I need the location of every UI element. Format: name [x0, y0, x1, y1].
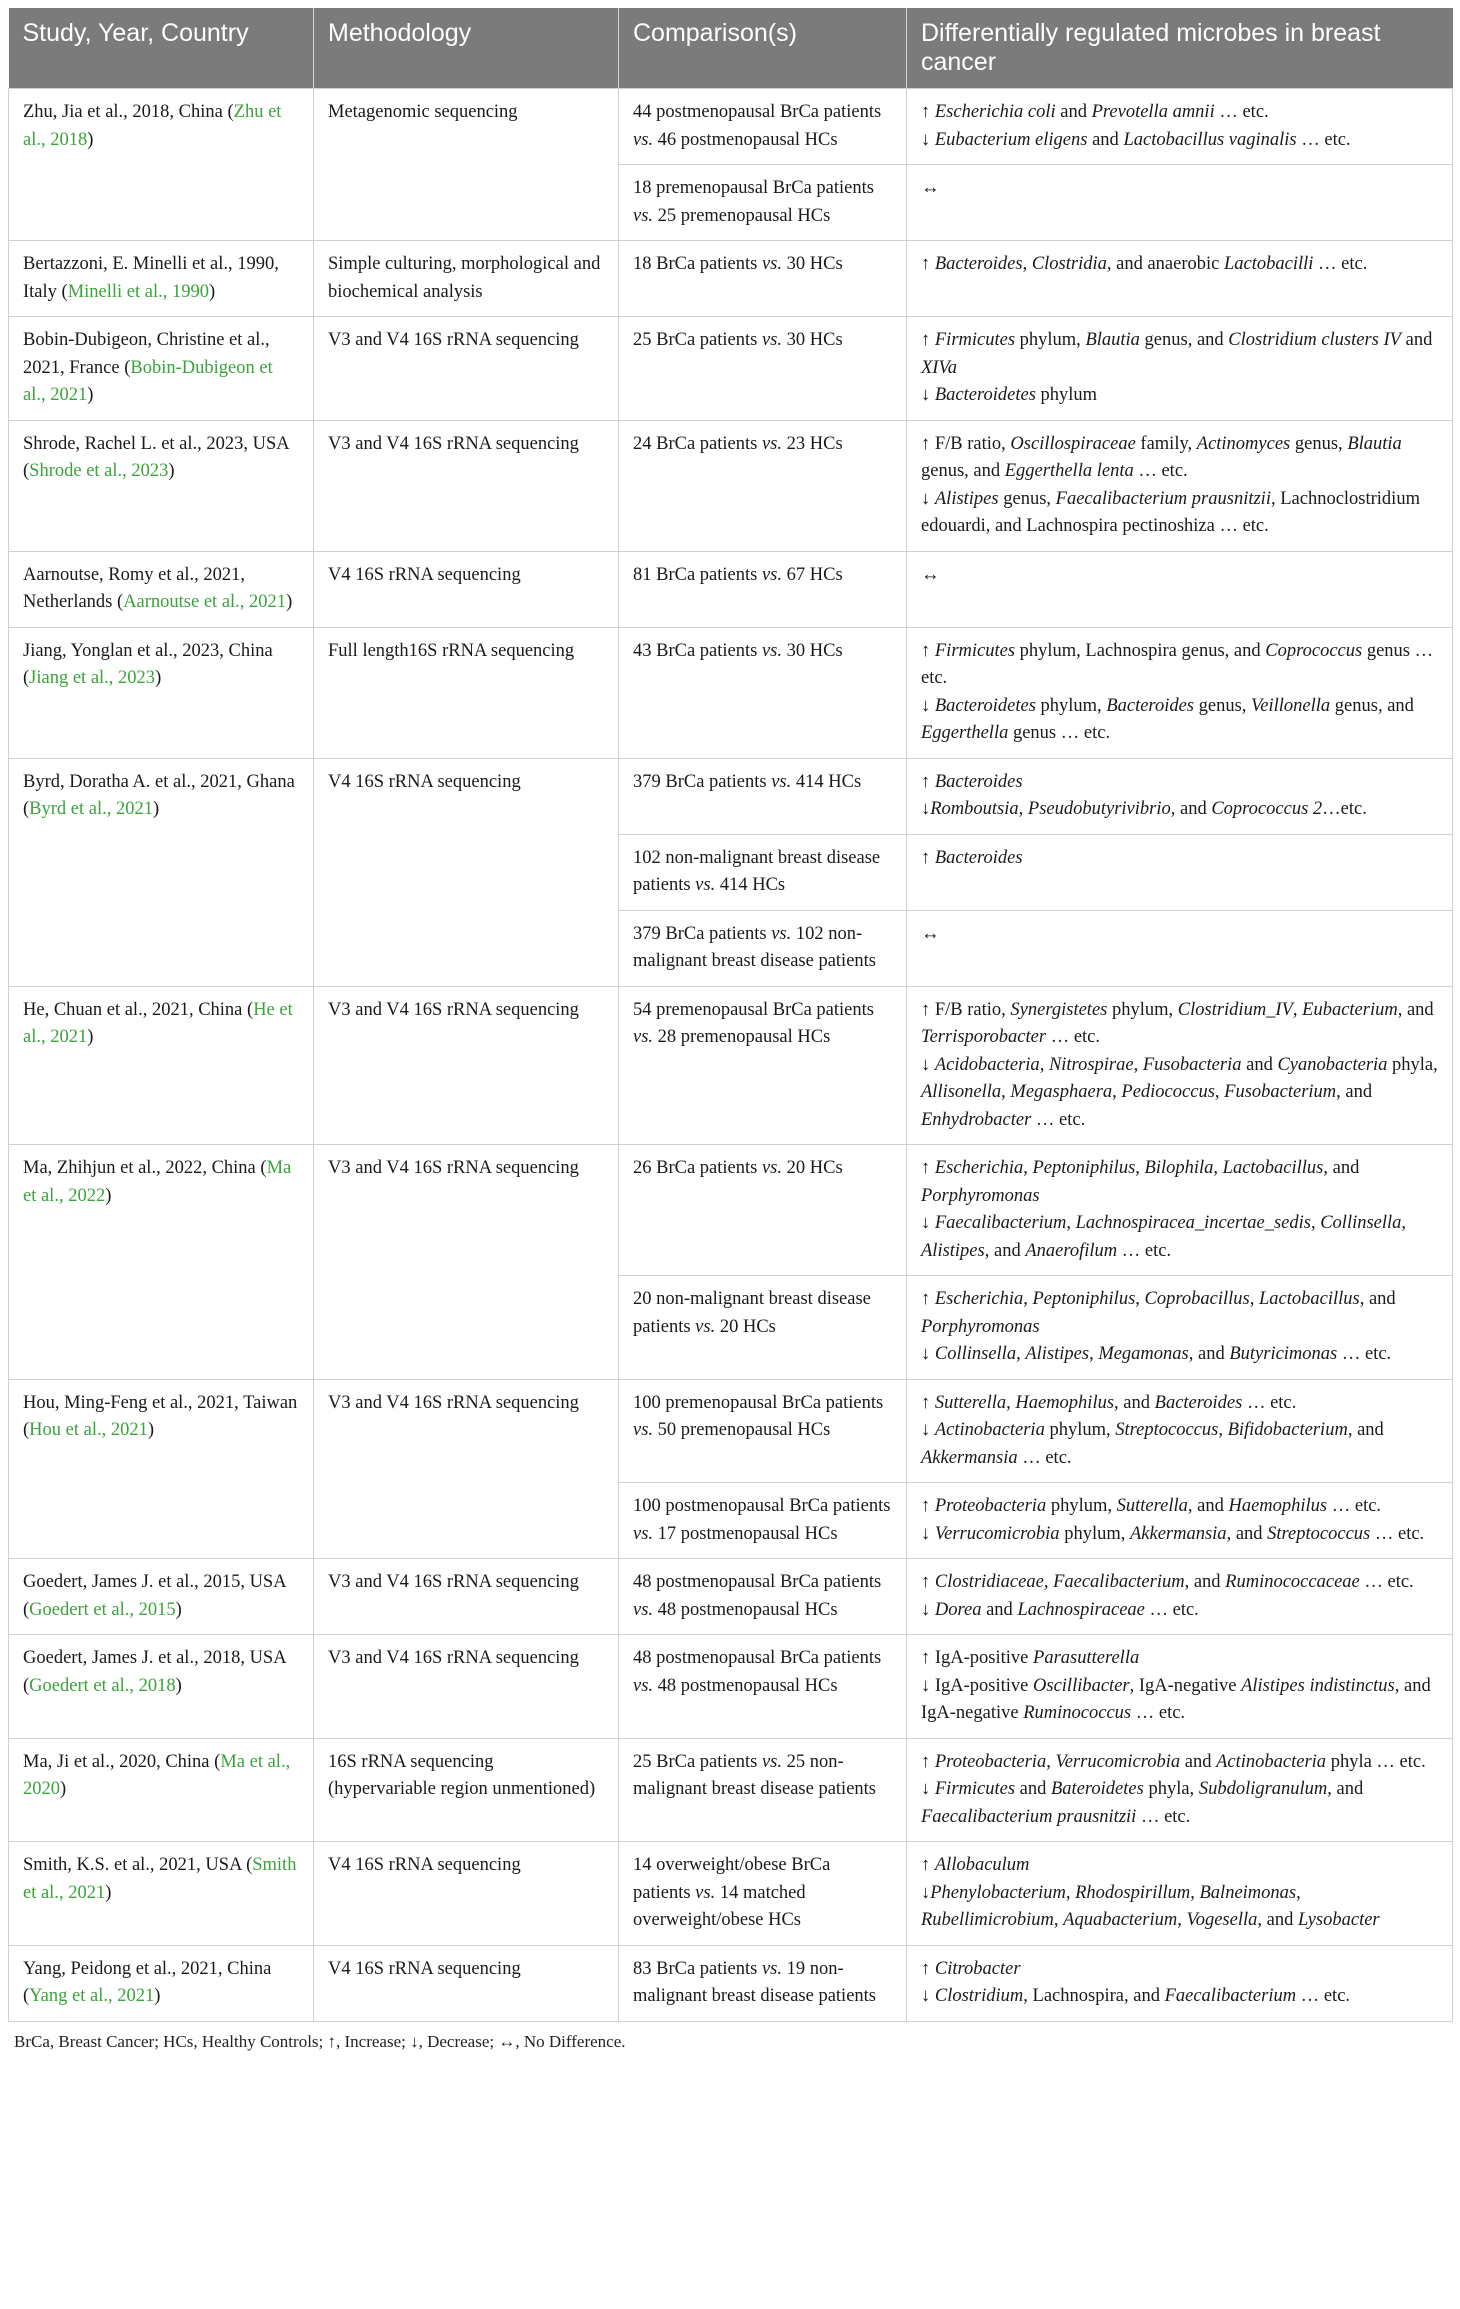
table-body	[9, 89, 1453, 2022]
comparison-cell: 20 non-malignant breast disease patients vs. 20 HCs	[619, 1276, 907, 1380]
study-cell: He, Chuan et al., 2021, China (He et al., 2021)	[9, 986, 314, 1145]
study-cell: Bertazzoni, E. Minelli et al., 1990, Italy (Minelli et al., 1990)	[9, 241, 314, 317]
reference-link[interactable]: Aarnoutse et al., 2021	[123, 592, 287, 612]
study-cell: Goedert, James J. et al., 2015, USA (Goedert et al., 2015)	[9, 1559, 314, 1635]
table-row	[9, 317, 1453, 421]
study-citation: He, Chuan et al., 2021, China	[23, 999, 243, 1020]
study-cell: Goedert, James J. et al., 2018, USA (Goedert et al., 2018)	[9, 1635, 314, 1739]
decreased-microbes: ↓ Faecalibacterium, Lachnospiracea_incertae_sedis, Collinsella, Alistipes, and Anaerofilum … etc.	[921, 1213, 1407, 1261]
methodology-cell: V3 and V4 16S rRNA sequencing	[314, 1379, 619, 1559]
study-cell: Ma, Zhihjun et al., 2022, China (Ma et al., 2022)	[9, 1145, 314, 1380]
increased-microbes: ↑ Escherichia, Peptoniphilus, Coprobacillus, Lactobacillus, and Porphyromonas	[921, 1289, 1396, 1337]
increased-microbes: ↑ Escherichia, Peptoniphilus, Bilophila, Lactobacillus, and Porphyromonas	[921, 1158, 1360, 1206]
table-row	[9, 551, 1453, 627]
methodology-cell: V4 16S rRNA sequencing	[314, 1945, 619, 2021]
methodology-cell: V3 and V4 16S rRNA sequencing	[314, 420, 619, 551]
comparison-cell: 18 BrCa patients vs. 30 HCs	[619, 241, 907, 317]
methodology-cell: Simple culturing, morphological and biochemical analysis	[314, 241, 619, 317]
increased-microbes: ↑ Escherichia coli and Prevotella amnii … etc.	[921, 102, 1269, 122]
microbes-cell	[907, 758, 1453, 834]
comparison-cell: 24 BrCa patients vs. 23 HCs	[619, 420, 907, 551]
methodology-cell: V4 16S rRNA sequencing	[314, 758, 619, 986]
study-citation: Aarnoutse, Romy et al., 2021, Netherlands	[23, 564, 245, 612]
comparison-cell: 43 BrCa patients vs. 30 HCs	[619, 627, 907, 758]
comparison-cell: 100 premenopausal BrCa patients vs. 50 premenopausal HCs	[619, 1379, 907, 1483]
decreased-microbes: ↓Romboutsia, Pseudobutyrivibrio, and Coprococcus 2…etc.	[921, 799, 1367, 819]
header-methodology: Methodology	[314, 8, 619, 89]
reference-link[interactable]: Byrd et al., 2021	[29, 799, 153, 819]
study-cell: Aarnoutse, Romy et al., 2021, Netherlands (Aarnoutse et al., 2021)	[9, 551, 314, 627]
comparison-cell: 54 premenopausal BrCa patients vs. 28 premenopausal HCs	[619, 986, 907, 1145]
table-row	[9, 420, 1453, 551]
microbes-cell	[907, 241, 1453, 317]
study-cell: Ma, Ji et al., 2020, China (Ma et al., 2020)	[9, 1738, 314, 1842]
study-citation: Ma, Zhihjun et al., 2022, China	[23, 1158, 256, 1178]
decreased-microbes: ↓ Bacteroidetes phylum, Bacteroides genus, Veillonella genus, and Eggerthella genus … etc.	[921, 695, 1414, 743]
microbes-cell	[907, 986, 1453, 1145]
table-footnote: BrCa, Breast Cancer; HCs, Healthy Controls; ↑, Increase; ↓, Decrease; ↔, No Difference.	[14, 2031, 626, 2051]
reference-link[interactable]: Zhu et al., 2018	[23, 102, 282, 150]
increased-microbes: ↑ IgA-positive Parasutterella	[921, 1648, 1140, 1668]
increased-microbes: ↑ Allobaculum	[921, 1855, 1030, 1875]
table-row	[9, 1738, 1453, 1842]
increased-microbes: ↑ Firmicutes phylum, Blautia genus, and Clostridium clusters IV and XIVa	[921, 330, 1433, 378]
reference-link[interactable]: Ma et al., 2022	[23, 1158, 292, 1206]
study-citation: Ma, Ji et al., 2020, China	[23, 1751, 210, 1772]
table-container	[8, 8, 1452, 2052]
methodology-cell: V4 16S rRNA sequencing	[314, 551, 619, 627]
study-citation: Hou, Ming-Feng et al., 2021, Taiwan	[23, 1392, 298, 1413]
reference-link[interactable]: Ma et al., 2020	[23, 1751, 291, 1799]
table-row	[9, 1559, 1453, 1635]
microbes-cell	[907, 420, 1453, 551]
decreased-microbes: ↓ Clostridium, Lachnospira, and Faecalibacterium … etc.	[921, 1986, 1351, 2006]
increased-microbes: ↑ F/B ratio, Synergistetes phylum, Clostridium_IV, Eubacterium, and Terrisporobacter … etc.	[921, 999, 1434, 1047]
decreased-microbes: ↓ Actinobacteria phylum, Streptococcus, Bifidobacterium, and Akkermansia … etc.	[921, 1420, 1384, 1468]
methodology-cell: V4 16S rRNA sequencing	[314, 1842, 619, 1946]
reference-link[interactable]: Smith et al., 2021	[23, 1855, 297, 1903]
decreased-microbes: ↓ Verrucomicrobia phylum, Akkermansia, and Streptococcus … etc.	[921, 1523, 1425, 1544]
increased-microbes: ↑ Proteobacteria, Verrucomicrobia and Actinobacteria phyla … etc.	[921, 1751, 1426, 1772]
decreased-microbes: ↓ Bacteroidetes phylum	[921, 385, 1098, 405]
reference-link[interactable]: Yang et al., 2021	[29, 1986, 155, 2006]
decreased-microbes: ↓ Dorea and Lachnospiraceae … etc.	[921, 1599, 1199, 1620]
header-row	[9, 8, 1453, 89]
comparison-cell: 83 BrCa patients vs. 19 non-malignant breast disease patients	[619, 1945, 907, 2021]
comparison-cell: 81 BrCa patients vs. 67 HCs	[619, 551, 907, 627]
microbes-cell	[907, 910, 1453, 986]
table-row	[9, 1635, 1453, 1739]
table-row	[9, 1145, 1453, 1276]
increased-microbes: ↑ Citrobacter	[921, 1958, 1021, 1979]
methodology-cell: V3 and V4 16S rRNA sequencing	[314, 986, 619, 1145]
comparison-cell: 379 BrCa patients vs. 414 HCs	[619, 758, 907, 834]
no-difference-icon: ↔	[921, 178, 940, 198]
comparison-cell: 48 postmenopausal BrCa patients vs. 48 postmenopausal HCs	[619, 1559, 907, 1635]
increased-microbes: ↑ Bacteroides, Clostridia, and anaerobic Lactobacilli … etc.	[921, 254, 1368, 274]
increased-microbes: ↑ Bacteroides	[921, 771, 1023, 792]
table-row	[9, 1379, 1453, 1483]
study-cell: Zhu, Jia et al., 2018, China (Zhu et al., 2018)	[9, 89, 314, 241]
decreased-microbes: ↓ IgA-positive Oscillibacter, IgA-negative Alistipes indistinctus, and IgA-negative Ruminococcus … etc.	[921, 1675, 1431, 1723]
study-citation: Bobin-Dubigeon, Christine et al., 2021, France	[23, 330, 270, 378]
table-row	[9, 1842, 1453, 1946]
microbes-cell	[907, 89, 1453, 165]
study-citation: Goedert, James J. et al., 2015, USA	[23, 1572, 286, 1592]
study-cell: Bobin-Dubigeon, Christine et al., 2021, France (Bobin-Dubigeon et al., 2021)	[9, 317, 314, 421]
reference-link[interactable]: Minelli et al., 1990	[67, 281, 210, 302]
microbes-cell	[907, 1276, 1453, 1380]
study-citation: Byrd, Doratha A. et al., 2021, Ghana	[23, 771, 295, 792]
study-citation: Smith, K.S. et al., 2021, USA	[23, 1855, 242, 1875]
no-difference-icon: ↔	[921, 923, 940, 944]
table-row	[9, 758, 1453, 834]
methodology-cell: V3 and V4 16S rRNA sequencing	[314, 1145, 619, 1380]
reference-link[interactable]: Shrode et al., 2023	[29, 461, 169, 481]
study-citation: Goedert, James J. et al., 2018, USA	[23, 1648, 286, 1668]
decreased-microbes: ↓ Collinsella, Alistipes, Megamonas, and Butyricimonas … etc.	[921, 1344, 1392, 1364]
microbes-cell	[907, 1559, 1453, 1635]
microbes-cell	[907, 165, 1453, 241]
microbes-cell	[907, 834, 1453, 910]
decreased-microbes: ↓Phenylobacterium, Rhodospirillum, Balneimonas, Rubellimicrobium, Aquabacterium, Vogesella, and Lysobacter	[921, 1882, 1380, 1930]
table-row	[9, 1945, 1453, 2021]
comparison-cell: 44 postmenopausal BrCa patients vs. 46 postmenopausal HCs	[619, 89, 907, 165]
comparison-cell: 25 BrCa patients vs. 25 non-malignant breast disease patients	[619, 1738, 907, 1842]
table-row	[9, 89, 1453, 165]
comparison-cell: 25 BrCa patients vs. 30 HCs	[619, 317, 907, 421]
decreased-microbes: ↓ Eubacterium eligens and Lactobacillus vaginalis … etc.	[921, 129, 1351, 150]
microbiome-table	[8, 8, 1453, 2022]
microbes-cell	[907, 1483, 1453, 1559]
comparison-cell: 379 BrCa patients vs. 102 non-malignant breast disease patients	[619, 910, 907, 986]
microbes-cell	[907, 1145, 1453, 1276]
microbes-cell	[907, 1945, 1453, 2021]
microbes-cell	[907, 317, 1453, 421]
study-cell: Shrode, Rachel L. et al., 2023, USA (Shrode et al., 2023)	[9, 420, 314, 551]
microbes-cell	[907, 1842, 1453, 1946]
decreased-microbes: ↓ Acidobacteria, Nitrospirae, Fusobacteria and Cyanobacteria phyla, Allisonella, Megasphaera, Pediococcus, Fusobacterium, and Enhydrobacter … etc.	[921, 1054, 1438, 1130]
increased-microbes: ↑ F/B ratio, Oscillospiraceae family, Actinomyces genus, Blautia genus, and Eggerthella lenta … etc.	[921, 433, 1402, 481]
methodology-cell: V3 and V4 16S rRNA sequencing	[314, 317, 619, 421]
decreased-microbes: ↓ Firmicutes and Bateroidetes phyla, Subdoligranulum, and Faecalibacterium prausnitzii … etc.	[921, 1779, 1364, 1827]
comparison-cell: 48 postmenopausal BrCa patients vs. 48 postmenopausal HCs	[619, 1635, 907, 1739]
table-row	[9, 241, 1453, 317]
header-microbes: Differentially regulated microbes in breast cancer	[907, 8, 1453, 89]
increased-microbes: ↑ Firmicutes phylum, Lachnospira genus, and Coprococcus genus … etc.	[921, 640, 1434, 688]
methodology-cell: Full length16S rRNA sequencing	[314, 627, 619, 758]
study-cell: Smith, K.S. et al., 2021, USA (Smith et al., 2021)	[9, 1842, 314, 1946]
comparison-cell: 102 non-malignant breast disease patients vs. 414 HCs	[619, 834, 907, 910]
increased-microbes: ↑ Proteobacteria phylum, Sutterella, and Haemophilus … etc.	[921, 1496, 1382, 1516]
methodology-cell: 16S rRNA sequencing (hypervariable region unmentioned)	[314, 1738, 619, 1842]
comparison-cell: 18 premenopausal BrCa patients vs. 25 premenopausal HCs	[619, 165, 907, 241]
reference-link[interactable]: Bobin-Dubigeon et al., 2021	[23, 357, 273, 405]
study-citation: Jiang, Yonglan et al., 2023, China	[23, 640, 273, 661]
increased-microbes: ↑ Bacteroides	[921, 847, 1023, 868]
no-difference-icon: ↔	[921, 564, 940, 585]
decreased-microbes: ↓ Alistipes genus, Faecalibacterium prausnitzii, Lachnoclostridium edouardi, and Lachnospira pectinoshiza … etc.	[921, 488, 1420, 536]
study-cell: Byrd, Doratha A. et al., 2021, Ghana (Byrd et al., 2021)	[9, 758, 314, 986]
study-citation: Yang, Peidong et al., 2021, China	[23, 1958, 272, 1979]
methodology-cell: V3 and V4 16S rRNA sequencing	[314, 1635, 619, 1739]
header-comparisons: Comparison(s)	[619, 8, 907, 89]
reference-link[interactable]: He et al., 2021	[23, 999, 293, 1047]
methodology-cell: Metagenomic sequencing	[314, 89, 619, 241]
increased-microbes: ↑ Clostridiaceae, Faecalibacterium, and Ruminococcaceae … etc.	[921, 1572, 1414, 1592]
study-cell: Yang, Peidong et al., 2021, China (Yang et al., 2021)	[9, 1945, 314, 2021]
microbes-cell	[907, 551, 1453, 627]
table-row	[9, 627, 1453, 758]
comparison-cell: 14 overweight/obese BrCa patients vs. 14 matched overweight/obese HCs	[619, 1842, 907, 1946]
study-cell: Hou, Ming-Feng et al., 2021, Taiwan (Hou et al., 2021)	[9, 1379, 314, 1559]
microbes-cell	[907, 1635, 1453, 1739]
microbes-cell	[907, 627, 1453, 758]
reference-link[interactable]: Hou et al., 2021	[29, 1420, 148, 1440]
comparison-cell: 26 BrCa patients vs. 20 HCs	[619, 1145, 907, 1276]
study-citation: Zhu, Jia et al., 2018, China	[23, 102, 223, 122]
reference-link[interactable]: Goedert et al., 2015	[29, 1599, 176, 1620]
reference-link[interactable]: Goedert et al., 2018	[29, 1675, 176, 1696]
methodology-cell: V3 and V4 16S rRNA sequencing	[314, 1559, 619, 1635]
header-study: Study, Year, Country	[9, 8, 314, 89]
microbes-cell	[907, 1379, 1453, 1483]
increased-microbes: ↑ Sutterella, Haemophilus, and Bacteroides … etc.	[921, 1392, 1297, 1413]
study-cell: Jiang, Yonglan et al., 2023, China (Jiang et al., 2023)	[9, 627, 314, 758]
comparison-cell: 100 postmenopausal BrCa patients vs. 17 postmenopausal HCs	[619, 1483, 907, 1559]
study-citation: Bertazzoni, E. Minelli et al., 1990, Italy	[23, 254, 279, 302]
reference-link[interactable]: Jiang et al., 2023	[29, 668, 156, 688]
study-citation: Shrode, Rachel L. et al., 2023, USA	[23, 433, 289, 454]
microbes-cell	[907, 1738, 1453, 1842]
table-row	[9, 986, 1453, 1145]
